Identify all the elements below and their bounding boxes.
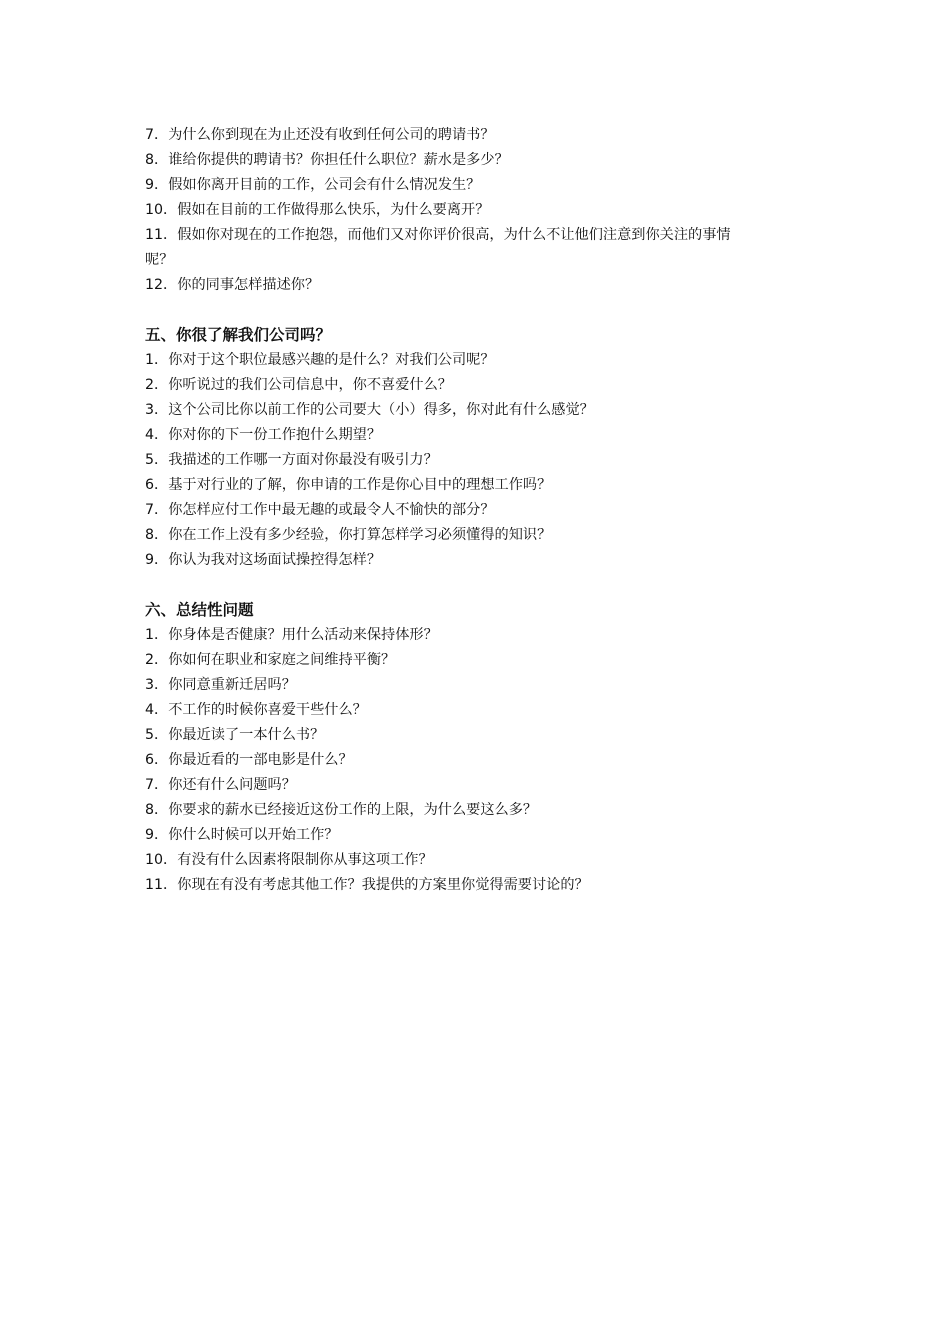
item-number: 7． (145, 502, 169, 518)
list-item (145, 148, 745, 173)
item-number: 9． (145, 552, 169, 568)
item-number: 2． (145, 377, 169, 393)
item-number: 4． (145, 702, 169, 718)
item-text: 你如何在职业和家庭之间维持平衡？ (168, 652, 396, 668)
item-text: 假如你离开目前的工作，公司会有什么情况发生？ (168, 177, 481, 193)
list-item (145, 748, 745, 773)
item-number: 9． (145, 177, 169, 193)
item-number: 6． (145, 752, 169, 768)
item-text: 你听说过的我们公司信息中，你不喜爱什么？ (168, 377, 452, 393)
list-item (145, 548, 745, 573)
list-item (145, 123, 745, 148)
item-text: 你现在有没有考虑其他工作？我提供的方案里你觉得需要讨论的？ (177, 877, 589, 893)
list-item (145, 273, 745, 298)
item-text: 你怎样应付工作中最无趣的或最令人不愉快的部分？ (168, 502, 495, 518)
item-number: 8． (145, 152, 169, 168)
list-item (145, 823, 745, 848)
item-number: 11． (145, 877, 178, 893)
item-number: 11． (145, 227, 178, 243)
item-text: 不工作的时候你喜爱干些什么？ (168, 702, 367, 718)
list-item (145, 673, 745, 698)
item-text: 你还有什么问题吗？ (168, 777, 296, 793)
item-text: 你对你的下一份工作抱什么期望？ (168, 427, 382, 443)
list-item (145, 623, 745, 648)
list-item (145, 698, 745, 723)
item-number: 2． (145, 652, 169, 668)
item-text: 你身体是否健康？用什么活动来保持体形？ (168, 627, 438, 643)
list-item (145, 873, 745, 898)
item-text: 这个公司比你以前工作的公司要大（小）得多，你对此有什么感觉？ (168, 402, 594, 418)
item-number: 9． (145, 827, 169, 843)
item-number: 8． (145, 802, 169, 818)
item-text: 你要求的薪水已经接近这份工作的上限，为什么要这么多？ (168, 802, 538, 818)
item-number: 4． (145, 427, 169, 443)
section-heading-summary: 六、总结性问题 (145, 601, 254, 619)
item-number: 10． (145, 852, 178, 868)
list-item (145, 198, 745, 223)
list-item (145, 173, 745, 198)
question-list-company (145, 348, 745, 573)
list-item (145, 373, 745, 398)
item-text: 你什么时候可以开始工作？ (168, 827, 339, 843)
item-number: 3． (145, 677, 169, 693)
item-number: 7． (145, 777, 169, 793)
list-item (145, 348, 745, 373)
list-item (145, 648, 745, 673)
list-item (145, 398, 745, 423)
item-number: 3． (145, 402, 169, 418)
item-number: 10． (145, 202, 178, 218)
item-text: 你认为我对这场面试操控得怎样？ (168, 552, 382, 568)
item-text: 你的同事怎样描述你？ (177, 277, 320, 293)
item-number: 1． (145, 352, 169, 368)
list-item (145, 798, 745, 823)
item-text: 假如你对现在的工作抱怨，而他们又对你评价很高，为什么不让他们注意到你关注的事情呢？ (145, 227, 731, 268)
item-text: 假如在目前的工作做得那么快乐，为什么要离开？ (177, 202, 490, 218)
item-text: 你同意重新迁居吗？ (168, 677, 296, 693)
item-text: 为什么你到现在为止还没有收到任何公司的聘请书？ (168, 127, 495, 143)
item-text: 我描述的工作哪一方面对你最没有吸引力？ (168, 452, 438, 468)
item-text: 谁给你提供的聘请书？你担任什么职位？薪水是多少？ (168, 152, 509, 168)
item-number: 12． (145, 277, 178, 293)
item-number: 1． (145, 627, 169, 643)
list-item (145, 848, 745, 873)
list-item (145, 773, 745, 798)
document-page (145, 123, 745, 898)
item-number: 5． (145, 727, 169, 743)
item-text: 有没有什么因素将限制你从事这项工作？ (177, 852, 433, 868)
list-item (145, 423, 745, 448)
item-text: 你最近看的一部电影是什么？ (168, 752, 353, 768)
item-number: 6． (145, 477, 169, 493)
question-list-summary (145, 623, 745, 898)
list-item (145, 223, 735, 273)
item-text: 你最近读了一本什么书？ (168, 727, 325, 743)
section-heading-company: 五、你很了解我们公司吗？ (145, 326, 332, 344)
item-number: 7． (145, 127, 169, 143)
list-item (145, 473, 745, 498)
list-item (145, 523, 745, 548)
question-list-continued (145, 123, 745, 298)
list-item (145, 723, 745, 748)
item-number: 5． (145, 452, 169, 468)
list-item (145, 498, 745, 523)
list-item (145, 448, 745, 473)
item-number: 8． (145, 527, 169, 543)
item-text: 你对于这个职位最感兴趣的是什么？对我们公司呢？ (168, 352, 495, 368)
item-text: 基于对行业的了解，你申请的工作是你心目中的理想工作吗？ (168, 477, 552, 493)
item-text: 你在工作上没有多少经验，你打算怎样学习必须懂得的知识？ (168, 527, 552, 543)
